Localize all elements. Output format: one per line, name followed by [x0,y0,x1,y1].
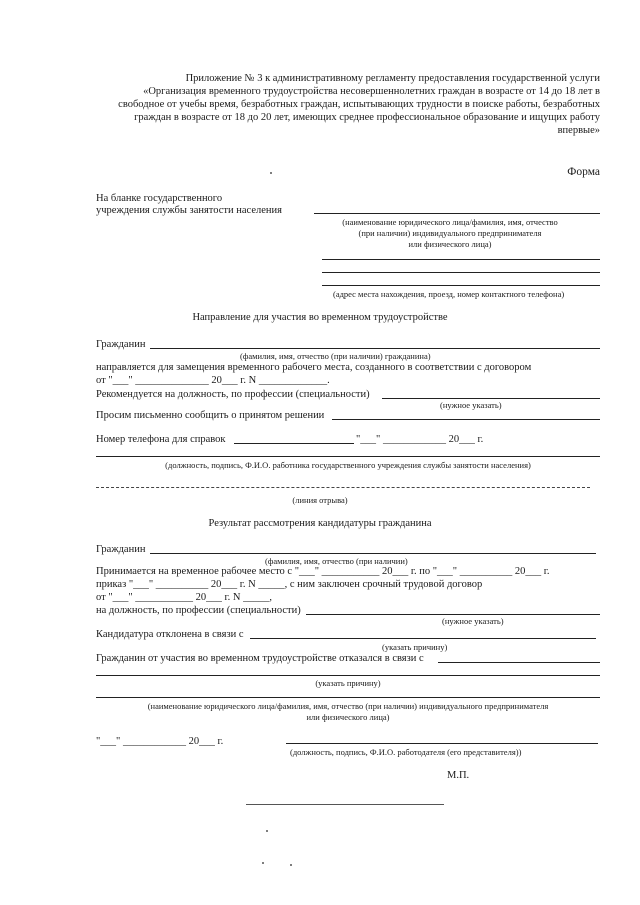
result-position-label: на должность, по профессии (специальности) [96,605,301,616]
address-line-2[interactable] [322,272,600,273]
employer-signature-line[interactable] [286,743,598,744]
result-specify-caption: (нужное указать) [442,616,504,626]
addressee-caption3: или физического лица) [408,239,492,249]
rejected-label: Кандидатура отклонена в связи с [96,629,244,640]
scan-speck [270,172,272,174]
recommended-label: Рекомендуется на должность, по профессии (специальности) [96,389,370,400]
appendix-header-line2: «Организация временного трудоустройства несовершеннолетних граждан в возрасте от 14 до 18 лет в [143,86,600,97]
phone-line[interactable] [234,443,354,444]
tear-caption: (линия отрыва) [292,495,348,505]
accepted-line[interactable]: Принимается на временное рабочее место с "___" ___________ 20___ г. по "___" __________ 20___ г. [96,566,550,577]
citizen-name-line[interactable] [150,348,600,349]
citizen-caption: (фамилия, имя, отчество (при наличии) гражданина) [240,351,431,361]
appendix-header-line1: Приложение № 3 к административному регламенту предоставления государственной услуги [185,73,600,84]
rejected-reason-caption: (указать причину) [382,642,448,652]
stamp-label: М.П. [447,770,470,781]
employee-signature-line[interactable] [96,456,600,457]
refused-reason-caption: (указать причину) [315,678,381,688]
result-citizen-name-line[interactable] [150,553,596,554]
form-label: Форма [567,166,600,178]
direction-title: Направление для участия во временном трудоустройстве [192,312,448,323]
notify-line[interactable] [332,419,600,420]
refused-reason-line-2[interactable] [96,675,600,676]
blank-note-line2: учреждения службы занятости населения [96,205,282,216]
scan-speck-4 [290,864,292,866]
specify-caption: (нужное указать) [440,400,502,410]
order-line[interactable]: приказ "___" __________ 20___ г. N _____, с ним заключен срочный трудовой договор [96,579,483,590]
phone-label: Номер телефона для справок [96,434,226,445]
employer-signature-caption: (должность, подпись, Ф.И.О. работодателя (его представителя)) [290,747,522,757]
rejected-reason-line[interactable] [250,638,596,639]
address-line-1[interactable] [322,259,600,260]
sent-line: направляется для замещения временного рабочего места, созданного в соответствии с договором [96,362,532,373]
phone-date[interactable]: "___" ____________ 20___ г. [356,434,484,445]
result-position-line[interactable] [306,614,600,615]
refused-label: Гражданин от участия во временном трудоустройстве отказался в связи с [96,653,424,664]
appendix-header-line4: граждан в возрасте от 18 до 20 лет, имеющих среднее профессиональное образование и ищущих работу [134,112,600,123]
address-line-3[interactable] [322,285,600,286]
result-date[interactable]: "___" ____________ 20___ г. [96,736,224,747]
citizen-label: Гражданин [96,339,146,350]
refused-reason-line-1[interactable] [438,662,600,663]
result-citizen-label: Гражданин [96,544,146,555]
from-line[interactable]: от "___" ___________ 20___ г. N _____, [96,592,272,603]
contract-date-line[interactable]: от "___" ______________ 20___ г. N _____________. [96,375,330,386]
notify-label: Просим письменно сообщить о принятом решении [96,410,325,421]
tear-line [96,487,590,488]
result-citizen-caption: (фамилия, имя, отчество (при наличии) [265,556,408,566]
scan-speck-3 [262,862,264,864]
bottom-line [246,804,444,805]
addressee-caption1: (наименование юридического лица/фамилия, имя, отчество [342,217,558,227]
recommended-position-line[interactable] [382,398,600,399]
appendix-header-line5: впервые» [557,125,600,136]
appendix-header-line3: свободное от учебы время, безработных граждан, испытывающих трудности в поиске работы, безработных [118,99,600,110]
employer-caption2: или физического лица) [306,712,390,722]
employer-name-line[interactable] [96,697,600,698]
blank-note-line1: На бланке государственного [96,193,223,204]
addressee-caption2: (при наличии) индивидуального предпринимателя [358,228,542,238]
result-title: Результат рассмотрения кандидатуры гражданина [208,518,432,529]
address-caption: (адрес места нахождения, проезд, номер контактного телефона) [333,289,565,299]
scan-speck-2 [266,830,268,832]
addressee-name-line[interactable] [314,213,600,214]
employee-signature-caption: (должность, подпись, Ф.И.О. работника государственного учреждения службы занятости населения) [165,460,531,470]
employer-caption1: (наименование юридического лица/фамилия, имя, отчество (при наличии) индивидуального предпринимателя [147,701,549,711]
